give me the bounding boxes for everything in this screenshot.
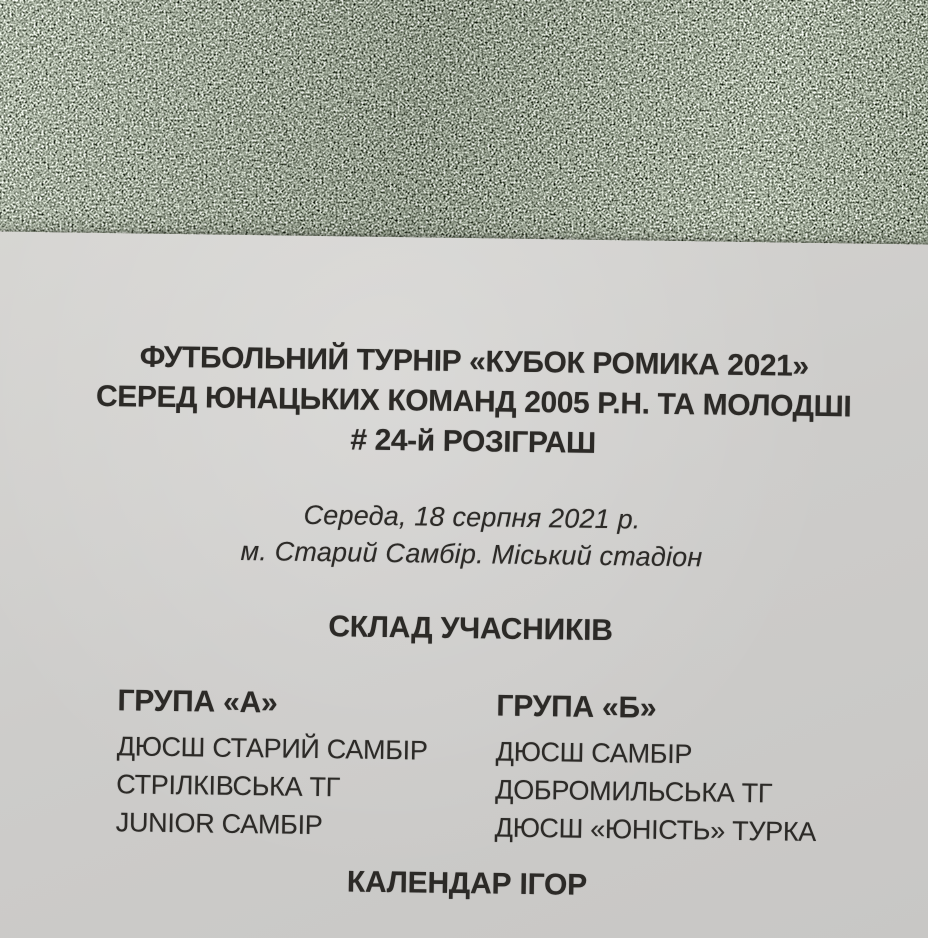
group-a-name: ГРУПА «А» [117,684,278,720]
group-b-column [494,687,818,851]
team-item: ДЮСШ «ЮНІСТЬ» ТУРКА [494,812,817,848]
title-line-2: СЕРЕД ЮНАЦЬКИХ КОМАНД 2005 Р.Н. ТА МОЛОДШІ [95,379,852,424]
calendar-heading: КАЛЕНДАР ІГОР [346,865,588,902]
event-date: Середа, 18 серпня 2021 р. [303,499,641,535]
paper-sheet [0,231,928,938]
team-item: JUNIOR САМБІР [115,807,323,841]
event-venue: м. Старий Самбір. Міський стадіон [240,535,703,573]
team-item: СТРІЛКІВСЬКА ТГ [116,769,341,803]
title-line-3: # 24-й РОЗІГРАШ [350,423,597,460]
team-item: ДОБРОМИЛЬСЬКА ТГ [495,774,773,809]
team-item: ДЮСШ САМБІР [495,736,693,770]
group-b-team-list [494,733,817,851]
group-a-team-list [115,727,427,845]
participants-heading: СКЛАД УЧАСНИКІВ [328,610,613,648]
event-date-venue [0,492,928,580]
groups-section [115,681,928,848]
team-item: ДЮСШ СТАРИЙ САМБІР [116,731,428,766]
group-b-name: ГРУПА «Б» [496,689,657,725]
group-a-column [115,681,428,845]
document-title [0,335,928,469]
title-line-1: ФУТБОЛЬНИЙ ТУРНІР «КУБОК РОМИКА 2021» [139,340,809,383]
